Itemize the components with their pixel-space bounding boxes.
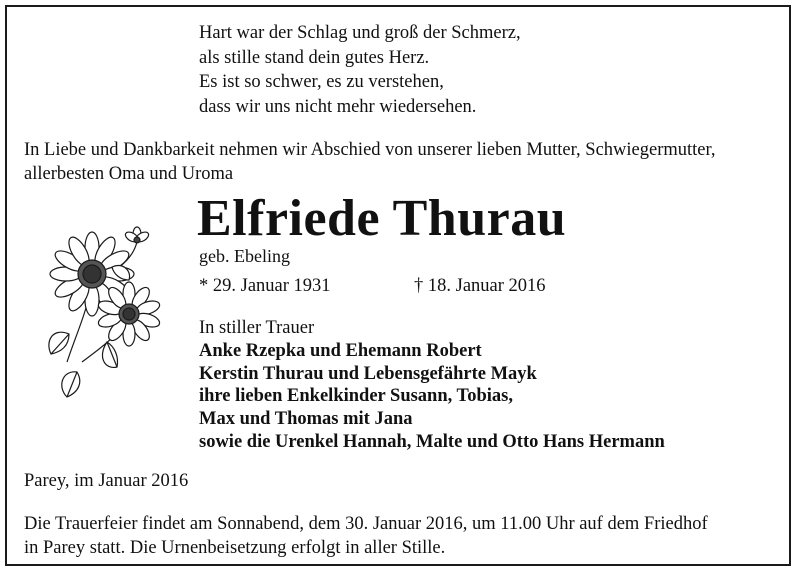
- memorial-poem: [199, 21, 521, 119]
- birth-date: * 29. Januar 1931: [199, 276, 331, 296]
- mourner-line: Anke Rzepka und Ehemann Robert: [199, 340, 482, 361]
- poem-line: Es ist so schwer, es zu verstehen,: [199, 72, 444, 92]
- deceased-name: Elfriede Thurau: [197, 190, 567, 247]
- mourner-line: Kerstin Thurau und Lebensgefährte Mayk: [199, 363, 537, 384]
- poem-line: als stille stand dein gutes Herz.: [199, 47, 430, 68]
- mourning-lead: In stiller Trauer: [199, 318, 315, 338]
- mourner-line: Max und Thomas mit Jana: [199, 409, 413, 430]
- funeral-line: Die Trauerfeier findet am Sonnabend, dem 30. Januar 2016, um 11.00 Uhr auf dem Friedhof: [24, 514, 708, 534]
- death-date: † 18. Januar 2016: [414, 276, 546, 296]
- farewell-intro: In Liebe und Dankbarkeit nehmen wir Abschied von unserer lieben Mutter, Schwiegermutter, allerbesten Oma und Uroma: [24, 140, 716, 184]
- mourners-list: [199, 317, 665, 454]
- poem-line: Hart war der Schlag und groß der Schmerz,: [199, 23, 521, 43]
- mourner-line: ihre lieben Enkelkinder Susann, Tobias,: [199, 386, 513, 407]
- birth-name: geb. Ebeling: [199, 246, 290, 266]
- funeral-line: in Parey statt. Die Urnenbeisetzung erfolgt in aller Stille.: [24, 538, 446, 558]
- obituary-notice: [5, 5, 791, 566]
- sunflower-illustration-icon: [37, 222, 167, 402]
- mourner-line: sowie die Urenkel Hannah, Malte und Otto Hans Hermann: [199, 431, 665, 452]
- funeral-announcement: [24, 512, 794, 560]
- place-and-date: Parey, im Januar 2016: [24, 471, 189, 491]
- poem-line: dass wir uns nicht mehr wiedersehen.: [199, 96, 477, 117]
